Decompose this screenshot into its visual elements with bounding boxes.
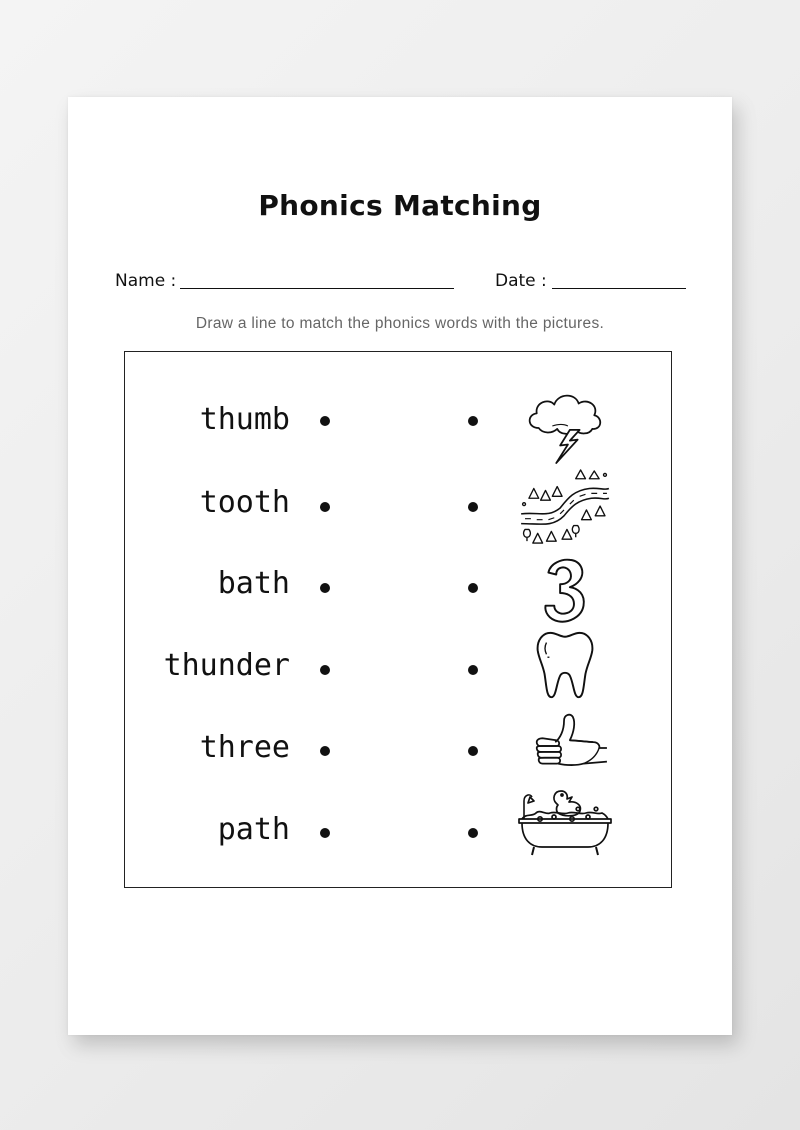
number-three-icon [520,555,610,633]
word-dot-thumb[interactable] [320,416,330,426]
word-three: three [199,730,290,765]
thundercloud-icon [520,387,610,465]
picture-dot-thumb[interactable] [468,746,478,756]
word-bath: bath [217,566,290,601]
worksheet-title: Phonics Matching [258,189,542,222]
name-field-line[interactable] [180,288,454,289]
word-dot-path[interactable] [320,828,330,838]
word-dot-thunder[interactable] [320,665,330,675]
picture-dot-tooth[interactable] [468,665,478,675]
word-dot-tooth[interactable] [320,502,330,512]
bathtub-duck-icon [516,779,614,861]
instruction-text: Draw a line to match the phonics words with the pictures. [195,315,605,332]
thumbs-up-icon [520,709,610,787]
date-label: Date : [495,271,547,291]
name-label: Name : [115,271,177,291]
picture-dot-thundercloud[interactable] [468,416,478,426]
date-field-line[interactable] [552,288,686,289]
word-dot-bath[interactable] [320,583,330,593]
word-tooth: tooth [199,485,290,520]
word-thunder: thunder [163,648,290,683]
word-thumb: thumb [199,402,290,437]
winding-path-icon [518,469,612,547]
picture-dot-path[interactable] [468,502,478,512]
tooth-icon [520,627,610,705]
worksheet-page [68,97,732,1035]
picture-dot-bath[interactable] [468,828,478,838]
picture-dot-three[interactable] [468,583,478,593]
word-path: path [217,812,290,847]
word-dot-three[interactable] [320,746,330,756]
